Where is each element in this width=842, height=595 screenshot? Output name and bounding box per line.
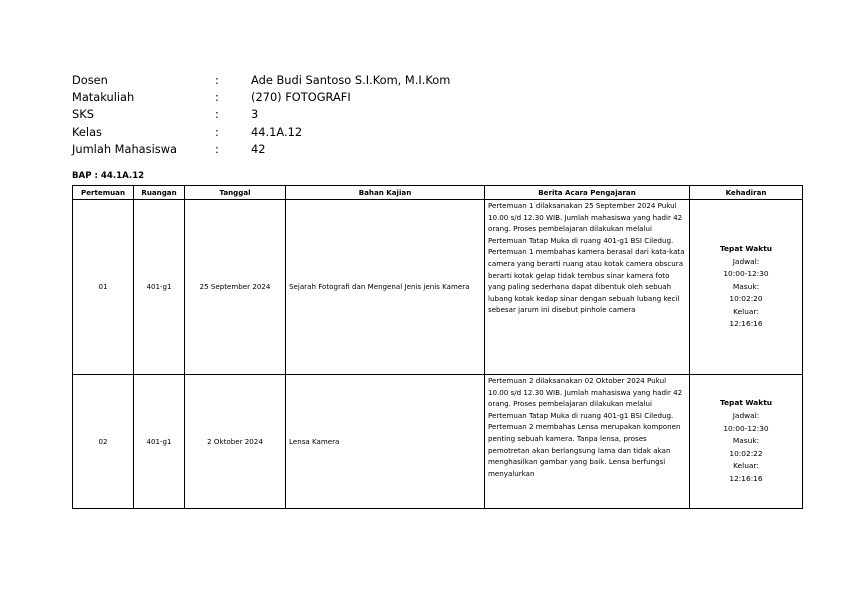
bap-table [72,185,803,509]
table-header-row [73,186,803,200]
cell-berita-acara: Pertemuan 1 dilaksanakan 25 September 2024 Pukul 10.00 s/d 12.30 WIB. Jumlah mahasiswa yang hadir 42 orang. Proses pembelajaran dilakukan melalui Pertemuan Tatap Muka di ruang 401-g1 BSI Ciledug. Pertemuan 1 membahas kamera berasal dari kata-kata camera yang berarti ruang atau kotak camera obscura berarti kotak gelap tidak tembus sinar kamera foto yang paling sederhana dapat dibentuk oleh sebuah lubang kotak kedap sinar dengan sebuah lubang kecil sebesar jarum ini disebut pinhole camera [485,200,690,375]
header-pertemuan: Pertemuan [73,186,134,200]
header-tanggal: Tanggal [185,186,286,200]
jadwal-label: Jadwal: [732,256,760,266]
jadwal-label: Jadwal: [732,411,760,421]
info-colon: : [215,141,219,156]
masuk-value: 10:02:20 [729,294,763,304]
info-colon: : [215,107,219,122]
berita-text: Pertemuan 2 dilaksanakan 02 Oktober 2024 Pukul 10.00 s/d 12.30 WIB. Jumlah mahasiswa yang hadir 42 orang. Proses pembelajaran dilakukan melalui Pertemuan Tatap Muka di ruang 401-g1 BSI Ciledug. Pertemuan 2 membahas Lensa merupakan komponen penting sebuah kamera. Tanpa lensa, proses pemotretan akan berlangsung lama dan tidak akan menghasilkan gambar yang baik. Lensa berfungsi menyalurkan [488,376,683,478]
cell-ruangan: 401-g1 [134,200,185,375]
header-ruangan: Ruangan [134,186,185,200]
masuk-label: Masuk: [732,436,760,446]
info-label: Matakuliah [72,90,135,105]
cell-ruangan: 401-g1 [134,375,185,509]
bap-title: BAP : 44.1A.12 [72,171,145,181]
table-row [73,375,803,509]
cell-berita-acara [485,375,690,509]
cell-tanggal: 2 Oktober 2024 [185,375,286,509]
table-row [73,200,803,375]
header-berita-acara: Berita Acara Pengajaran [485,186,690,200]
info-value: Ade Budi Santoso S.I.Kom, M.I.Kom [251,73,451,87]
masuk-label: Masuk: [732,281,760,291]
info-label: Dosen [72,73,108,87]
cell-bahan-kajian: Lensa Kamera [286,375,485,509]
cell-pertemuan: 02 [73,375,134,509]
info-label: Jumlah Mahasiswa [72,141,177,156]
jadwal-value: 10:00-12:30 [723,423,769,433]
cell-bahan-kajian: Sejarah Fotografi dan Mengenal Jenis jenis Kamera [286,200,485,375]
header-bahan-kajian: Bahan Kajian [286,186,485,200]
keluar-value: 12:16:16 [729,473,763,483]
info-colon: : [215,73,219,87]
info-colon: : [215,90,219,105]
keluar-label: Keluar: [733,306,759,316]
info-value: (270) FOTOGRAFI [251,90,351,105]
cell-tanggal: 25 September 2024 [185,200,286,375]
info-colon: : [215,124,219,139]
header-kehadiran: Kehadiran [690,186,803,200]
keluar-label: Keluar: [733,461,759,471]
keluar-value: 12:16:16 [729,319,763,329]
attendance-status: Tepat Waktu [719,398,773,408]
info-label: Kelas [72,124,102,139]
cell-kehadiran [690,375,803,509]
masuk-value: 10:02:22 [729,448,763,458]
info-value: 3 [251,107,259,122]
info-value: 44.1A.12 [251,124,303,139]
attendance-status: Tepat Waktu [719,243,773,253]
cell-pertemuan: 01 [73,200,134,375]
jadwal-value: 10:00-12:30 [723,269,769,279]
info-value: 42 [251,141,266,156]
cell-kehadiran [690,200,803,375]
info-label: SKS [72,107,94,122]
